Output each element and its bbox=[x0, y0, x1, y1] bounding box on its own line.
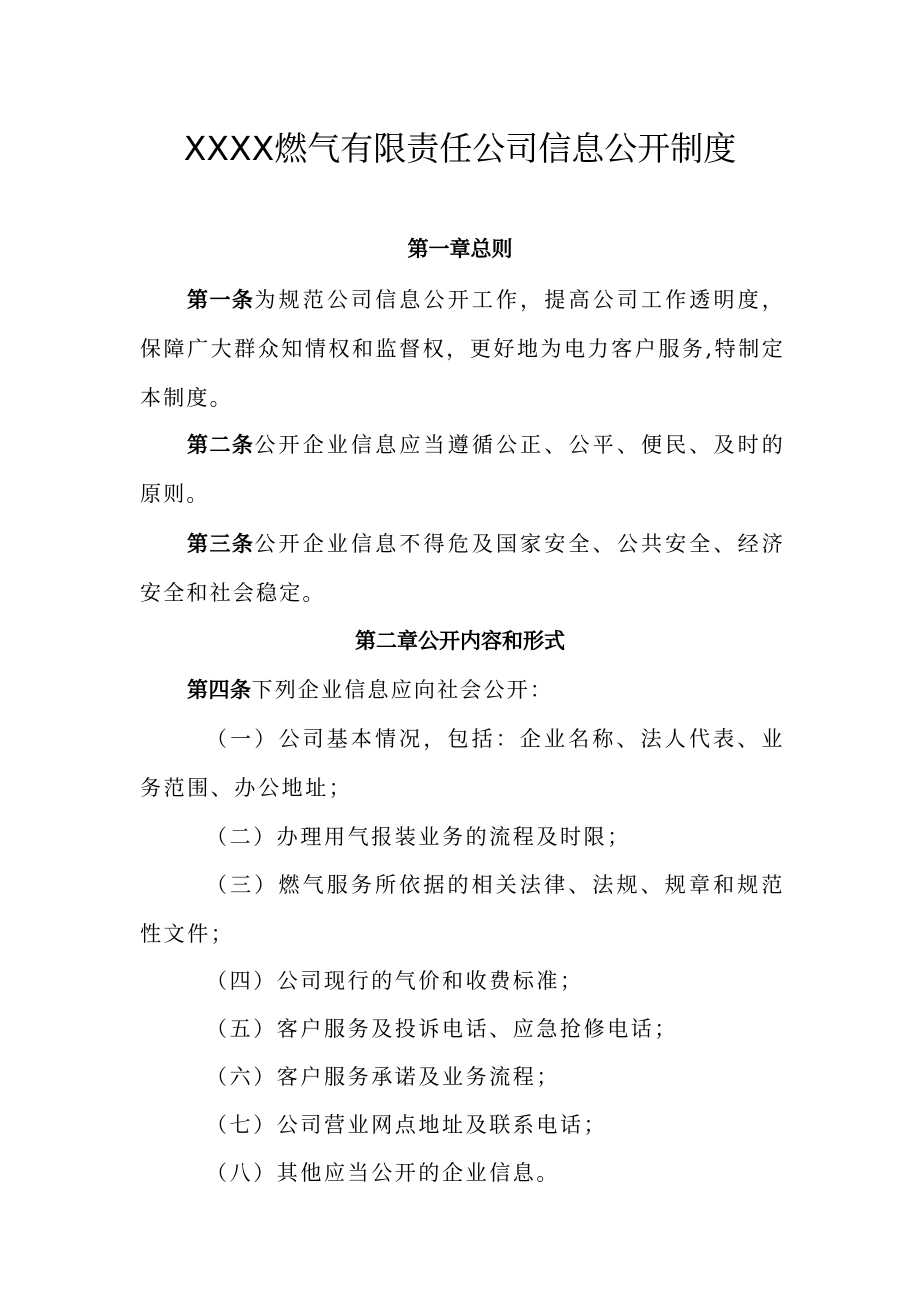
list-item: （七）公司营业网点地址及联系电话； bbox=[206, 1113, 608, 1137]
list-item: （一）公司基本情况，包括：企业名称、法人代表、业务范围、办公地址； bbox=[140, 727, 785, 800]
list-item: （五）客户服务及投诉电话、应急抢修电话； bbox=[206, 1017, 678, 1041]
list-item: （八）其他应当公开的企业信息。 bbox=[206, 1161, 560, 1185]
article-2-text: 公开企业信息应当遵循公正、公平、便民、及时的原则。 bbox=[140, 433, 785, 506]
article-3-text: 公开企业信息不得危及国家安全、公共安全、经济安全和社会稳定。 bbox=[140, 532, 785, 605]
list-item: （四）公司现行的气价和收费标准； bbox=[206, 969, 584, 993]
article-1-text: 为规范公司信息公开工作，提高公司工作透明度，保障广大群众知情权和监督权，更好地为电力客户服务,特制定本制度。 bbox=[140, 288, 785, 410]
article-2 bbox=[140, 421, 785, 519]
article-4-text: 下列企业信息应向社会公开： bbox=[251, 678, 554, 702]
chapter-1-heading: 第一章总则 bbox=[407, 237, 513, 261]
list-item: （三）燃气服务所依据的相关法律、法规、规章和规范性文件； bbox=[140, 873, 785, 946]
article-4-lead: 第四条 bbox=[187, 678, 252, 702]
article-1-lead: 第一条 bbox=[187, 288, 255, 312]
list-item: （二）办理用气报装业务的流程及时限； bbox=[206, 825, 631, 849]
article-1 bbox=[140, 276, 785, 423]
article-3-lead: 第三条 bbox=[187, 532, 255, 556]
article-4 bbox=[140, 666, 785, 715]
document-title: XXXX燃气有限责任公司信息公开制度 bbox=[183, 129, 737, 168]
article-3 bbox=[140, 520, 785, 618]
list-item: （六）客户服务承诺及业务流程； bbox=[206, 1065, 560, 1089]
chapter-2-heading: 第二章公开内容和形式 bbox=[355, 629, 565, 653]
article-2-lead: 第二条 bbox=[187, 433, 255, 457]
